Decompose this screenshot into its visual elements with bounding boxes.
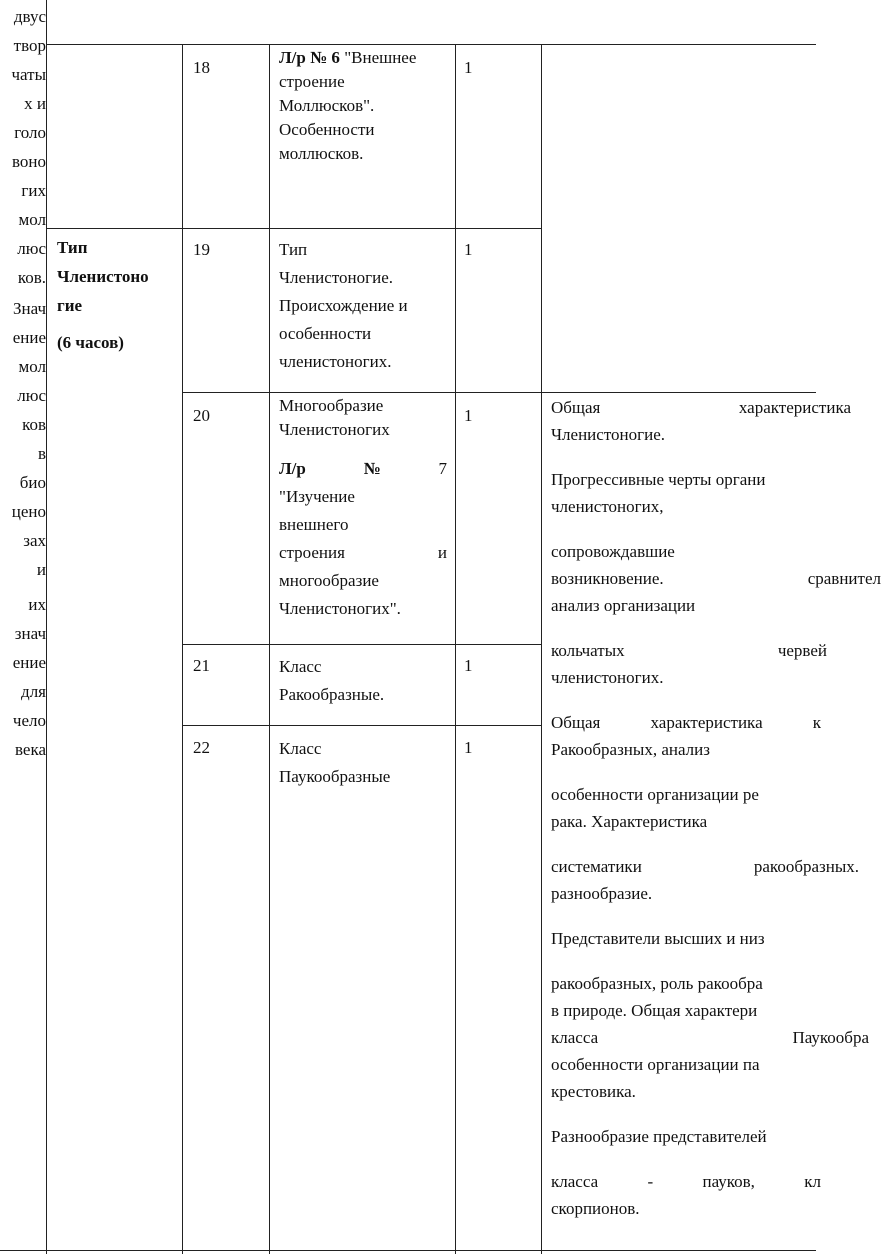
column-divider-hours: [541, 44, 542, 1254]
row-divider-21: [182, 725, 542, 726]
lesson-hours: 1: [464, 738, 473, 757]
lesson-hours: 1: [464, 656, 473, 675]
lesson-topic: Многообразие Членистоногих Л/р № 7 "Изучение внешнего строения и многообразие Членистоногих".: [279, 396, 447, 618]
table-left-border: [46, 0, 47, 1254]
lesson-number: 19: [193, 240, 210, 259]
lesson-number: 20: [193, 406, 210, 425]
lesson-hours: 1: [464, 240, 473, 259]
left-column-fragments-3: их знач ение для чело века: [12, 595, 46, 759]
table-bottom-rule: [0, 1250, 816, 1251]
column-divider-number: [269, 44, 270, 1254]
section-hours: (6 часов): [57, 333, 124, 352]
lesson-topic: Класс Ракообразные.: [279, 657, 385, 704]
left-column-fragments-2: Знач ение мол люс ков в био цено зах и: [11, 299, 46, 579]
column-divider-section: [182, 44, 183, 1254]
table-top-rule: [46, 44, 816, 45]
row-divider-19: [182, 392, 816, 393]
lesson-number: 21: [193, 656, 210, 675]
left-column-fragments-1: двус твор чаты х и голо воно гих мол люс ков.: [11, 7, 46, 287]
row-divider-20: [182, 644, 542, 645]
lesson-hours: 1: [464, 406, 473, 425]
content-description: Общая характеристика Членистоногие. Прогрессивные черты органи членистоногих, сопровождавшие возникновение. сравнител анализ организации кольчатых червей членистоногих. Общая характеристика к Ракообразных, анализ особенности организации ре рака. Характеристика систематики ракообразных. разнообразие. Представители высших и низ ракообразных, роль ракообра в природе. Общая характери класса Паукообра особенности организации па крестовика. Разнообразие представителей класса - пауков, кл скорпионов.: [551, 398, 881, 1218]
lesson-topic: Л/р № 6 "Внешнее строение Моллюсков". Особенности моллюсков.: [279, 48, 417, 163]
lesson-topic: Тип Членистоногие. Происхождение и особенности членистоногих.: [279, 240, 408, 371]
lesson-number: 18: [193, 58, 210, 77]
row-divider-18: [46, 228, 542, 229]
lesson-number: 22: [193, 738, 210, 757]
lesson-hours: 1: [464, 58, 473, 77]
lesson-topic: Класс Паукообразные: [279, 739, 391, 786]
section-title: Тип Членистоно гие (6 часов): [57, 233, 179, 357]
column-divider-topic: [455, 44, 456, 1254]
